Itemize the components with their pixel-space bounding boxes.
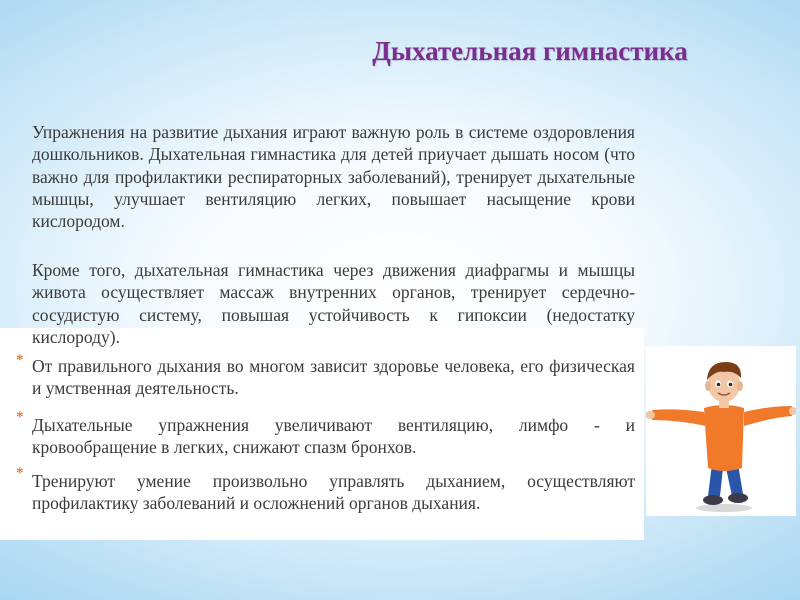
paragraph-intro: Упражнения на развитие дыхания играют важную роль в системе оздоровления дошкольников. Дыхательная гимнастика для детей приучает дышать носом (что важно для профилактики респираторных заболеваний), тренирует дыхательные мышцы, улучшает вентиляцию легких, повышает насыщение крови кислородом. (32, 122, 635, 232)
bullet-marker-icon: * (16, 409, 24, 425)
bullet-item-breathing-control: Тренируют умение произвольно управлять дыханием, осуществляют профилактику заболеваний и осложнений органов дыхания. (32, 471, 635, 514)
bullet-marker-icon: * (16, 352, 24, 368)
bullet-item-ventilation: Дыхательные упражнения увеличивают вентиляцию, лимфо - и кровообращение в легких, снижают спазм бронхов. (32, 415, 635, 458)
boy-figure-icon (646, 346, 796, 516)
bullet-marker-icon: * (16, 465, 24, 481)
paragraph-massage: Кроме того, дыхательная гимнастика через движения диафрагмы и мышцы живота осуществляет массаж внутренних органов, тренирует сердечно-сосудистую систему, повышая устойчивость к гипоксии (недостатку кислороду). (32, 260, 635, 347)
boy-illustration (646, 346, 796, 516)
slide-title: Дыхательная гимнастика (372, 36, 688, 66)
bullet-item-health: От правильного дыхания во многом зависит здоровье человека, его физическая и умственная деятельность. (32, 356, 635, 399)
